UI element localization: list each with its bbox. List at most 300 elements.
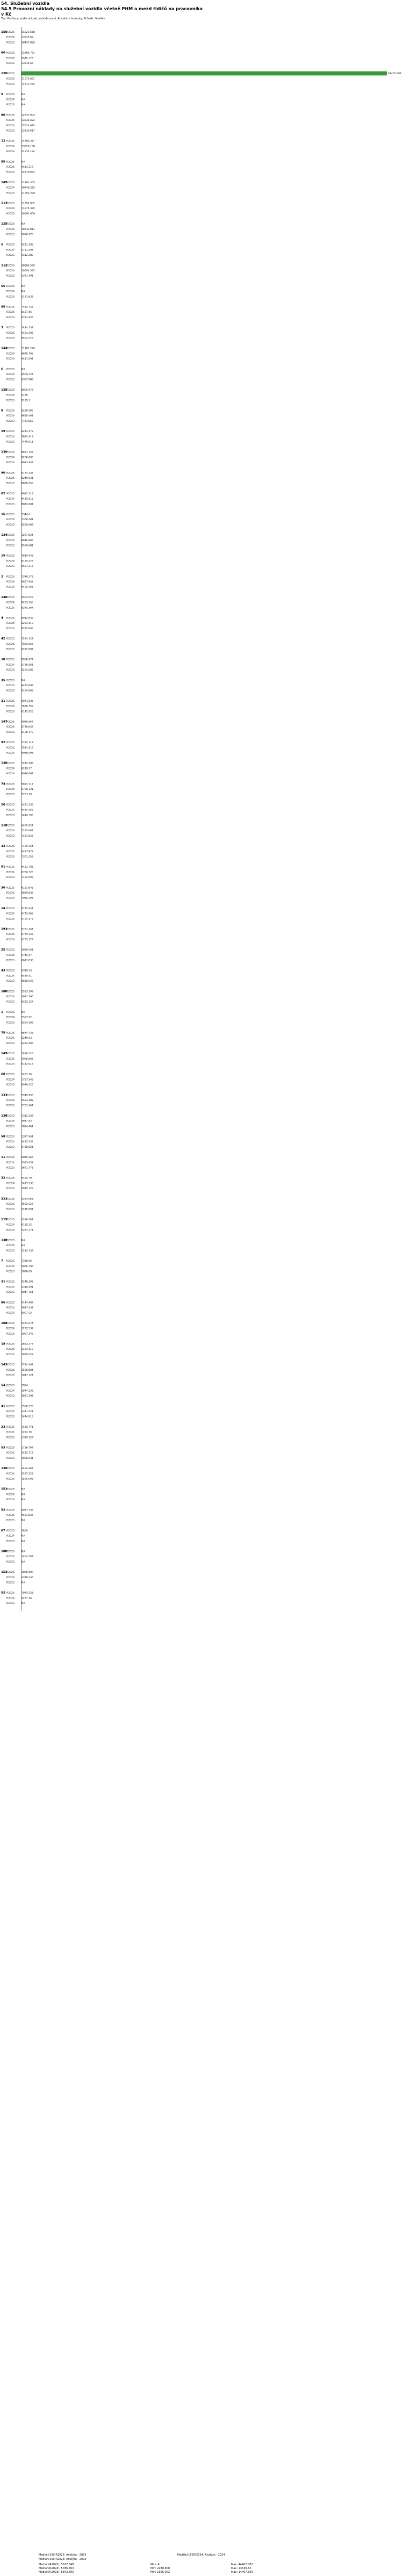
row-series-label: R2024 [6,435,15,438]
row-series-label: R2024 [6,456,15,459]
row-series-label: R2023 [6,124,15,127]
row-series-label: R2025 [6,513,15,516]
row-value-label: NA [21,1550,25,1553]
row-series-label: R2023 [6,1146,15,1149]
row-value-label: 3787.543 [21,1078,33,1082]
row-series-label: R2023 [6,503,15,506]
row-series-label: R2024 [6,1182,15,1185]
row-series-label: R2025 [6,1405,15,1408]
row-series-label: R2023 [6,378,15,382]
row-value-label: 3500.376 [21,1405,33,1408]
row-value-label: 1237.624 [21,534,33,537]
row-value-label: 4248.202 [21,1280,33,1284]
row-value-label: 9268.698 [21,456,33,459]
row-value-label: 10691.345 [21,270,35,272]
row-series-label: R2025 [6,1177,15,1180]
row-value-label: 8220.096 [21,409,33,413]
row-value-label: 9713.255 [21,316,33,319]
row-value-label: 8786.643 [21,726,33,729]
row-series-label: R2023 [6,1104,15,1107]
row-value-label: 8437.45 [21,311,32,314]
row-series-label: R2024 [6,1348,15,1351]
row-value-label: 3506.804 [21,1369,33,1372]
row-series-label: R2025 [6,679,15,682]
group-id-label: 3 [1,326,3,330]
row-value-label: NA [21,161,25,164]
row-series-label: R2024 [6,705,15,708]
row-series-label: R2023 [6,254,15,257]
row-series-label: R2024 [6,1597,15,1600]
row-value-label: 6857.944 [21,581,33,584]
row-series-label: R2024 [6,622,15,625]
row-value-label: 5947.42 [21,1120,32,1123]
row-series-label: R2023 [6,150,15,154]
row-value-label: 8968.477 [21,658,33,661]
group-id-label: 12 [1,139,5,143]
row-series-label: R2025 [6,223,15,226]
row-value-label: 5487.16 [21,1073,32,1076]
row-series-label: R2025 [6,472,15,475]
group-id-label: 140 [1,595,8,599]
row-value-label: 13535.62 [21,36,33,39]
row-series-label: R2023 [6,171,15,174]
row-series-label: R2025 [6,1592,15,1595]
group-id-label: 5 [1,243,3,247]
group-id-label: 51 [1,865,5,869]
row-series-label: R2024 [6,57,15,60]
row-value-label: 8569.724 [21,373,33,376]
row-value-label: NA [21,93,25,96]
row-series-label: R2025 [6,866,15,869]
row-series-label: R2023 [6,607,15,610]
row-series-label: R2025 [6,430,15,434]
row-series-label: R2025 [6,1032,15,1035]
row-series-label: R2025 [6,555,15,558]
row-series-label: R2024 [6,1099,15,1102]
row-series-label: R2023 [6,959,15,962]
row-series-label: R2023 [6,897,15,900]
row-series-label: R2024 [6,1078,15,1082]
row-value-label: 6015.265 [21,1156,33,1160]
row-value-label: 11912.134 [21,150,35,154]
row-value-label: 8560.681 [21,544,33,548]
row-value-label: 5745.47 [21,954,32,957]
row-value-label: 9387.908 [21,378,33,382]
row-value-label: 7942.025 [21,1592,33,1595]
row-value-label: 8016.692 [21,773,33,776]
row-value-label: 2844.236 [21,1390,33,1393]
row-value-label: 3724.462 [21,1364,33,1367]
row-series-label: R2024 [6,581,15,584]
row-value-label: 5212.339 [21,1249,33,1253]
row-value-label: 2533.299 [21,990,33,994]
row-series-label: R2025 [6,762,15,765]
row-value-label: 9751.294 [21,249,33,252]
group-id-label: 115 [1,1218,8,1221]
row-series-label: R2024 [6,1431,15,1434]
row-value-label: 8089.567 [21,721,33,724]
row-series-label: R2023 [6,773,15,776]
row-series-label: R2024 [6,1327,15,1330]
row-series-label: R2025 [6,783,15,786]
row-value-label: 6772.965 [21,912,33,916]
row-value-label: 2929.541 [21,949,33,952]
row-series-label: R2024 [6,560,15,563]
row-series-label: R2025 [6,596,15,599]
row-series-label: R2024 [6,290,15,293]
stat-min-2024: Min: 2288.808 [150,2567,170,2570]
row-value-label: 8125.475 [21,560,33,563]
group-id-label: 150 [1,31,8,34]
row-value-label: 11861.405 [21,181,35,184]
group-id-label: 30 [1,886,5,890]
row-series-label: R2024 [6,830,15,833]
group-id-label: 33 [1,845,5,848]
row-series-label: R2024 [6,1307,15,1309]
row-series-label: R2023 [6,1001,15,1004]
row-value-label: 6912.649 [21,617,33,620]
row-value-label: 8222.087 [21,648,33,651]
row-series-label: R2023 [6,710,15,714]
row-value-label: 7124.093 [21,876,33,880]
row-value-label: 12719.663 [21,171,35,174]
group-id-label: 42 [1,637,5,641]
row-value-label: 4378.236 [21,1576,33,1579]
group-id-label: 85 [1,305,5,309]
row-series-label: R2023 [6,1084,15,1087]
row-value-label: 9341.491 [21,275,33,278]
row-value-label: 8774.335 [21,472,33,475]
row-value-label: 5473.533 [21,1182,33,1185]
row-value-label: 5217.271 [21,1229,33,1232]
row-value-label: 6656.922 [21,980,33,983]
row-value-label: 8235.605 [21,627,33,630]
row-value-label: NA [21,290,25,293]
row-series-label: R2023 [6,1478,15,1481]
row-value-label: 8537.217 [21,565,33,569]
row-value-label: 2464.702 [21,1556,33,1559]
group-id-label: 6 [1,368,3,371]
group-id-label: 9 [1,92,3,96]
row-value-label: NA [21,1560,25,1564]
row-value-label: 8942.214 [21,492,33,495]
row-value-label: 8933.944 [21,462,33,465]
row-series-label: R2025 [6,1322,15,1325]
row-series-label: R2024 [6,1265,15,1268]
row-series-label: R2024 [6,685,15,687]
row-value-label: 7444.183 [21,762,33,765]
row-value-label: 9414.216 [21,166,33,169]
row-value-label: 8640.905 [21,539,33,542]
row-series-label: R2023 [6,1167,15,1170]
row-series-label: R2023 [6,814,15,817]
row-series-label: R2023 [6,1188,15,1191]
row-series-label: R2024 [6,352,15,356]
row-series-label: R2025 [6,1343,15,1346]
row-series-label: R2025 [6,721,15,724]
row-series-label: R2024 [6,933,15,937]
row-value-label: 5691.773 [21,1167,33,1170]
stat-max-2024: Max: 13535.62 [231,2567,251,2570]
bar [21,71,387,76]
row-value-label: 8142.926 [21,710,33,714]
row-value-label: 7369.281 [21,519,33,522]
row-value-label: NA [21,285,25,288]
row-value-label: 7199.354 [21,845,33,848]
row-series-label: R2024 [6,332,15,335]
row-value-label: 10748.325 [21,186,35,190]
group-id-label: 135 [1,388,8,392]
row-value-label: 10457.859 [21,41,35,45]
row-series-label: R2023 [6,627,15,630]
row-value-label: 5780.121 [21,788,33,791]
row-series-label: R2024 [6,228,15,231]
row-series-label: R2023 [6,358,15,361]
row-value-label: 2318.591 [21,1286,33,1289]
row-value-label: 5549.956 [21,1094,33,1097]
row-series-label: R2023 [6,1333,15,1336]
group-id-label: 120 [1,72,8,76]
row-value-label: 6282.127 [21,1001,33,1004]
row-value-label: 6222.496 [21,1042,33,1045]
row-series-label: R2025 [6,1509,15,1512]
row-value-label: 7753.852 [21,420,33,423]
row-series-label: R2025 [6,990,15,994]
row-series-label: R2025 [6,845,15,848]
stat-median-2025: Medián(R2025): 5627.848 [39,2563,74,2566]
row-series-label: R2024 [6,788,15,791]
row-series-label: R2025 [6,534,15,537]
group-id-label: 68 [1,1073,5,1076]
row-series-label: R2025 [6,1198,15,1201]
row-series-label: R2023 [6,689,15,693]
row-series-label: R2025 [6,1239,15,1242]
row-series-label: R2023 [6,83,15,86]
row-value-label: NA [21,1239,25,1242]
group-id-label: 130 [1,450,8,454]
row-series-label: R2023 [6,1125,15,1128]
row-value-label: 7763.79 [21,793,32,796]
row-series-label: R2024 [6,1224,15,1227]
row-value-label: 6769.147 [21,933,33,937]
row-series-label: R2025 [6,1135,15,1139]
row-value-label: 6248.781 [21,1218,33,1221]
row-series-label: R2025 [6,181,15,184]
stat-min-2025: Max: 4 [150,2563,160,2566]
group-id-label: 25 [1,948,5,952]
row-value-label: NA [21,1244,25,1248]
group-id-label: 32 [1,1176,5,1180]
row-value-label: 5066.796 [21,1265,33,1268]
row-value-label: 6037.736 [21,1509,33,1512]
row-series-label: R2023 [6,523,15,527]
row-series-label: R2025 [6,969,15,973]
row-series-label: R2023 [6,1021,15,1025]
row-value-label: 6824.717 [21,783,33,786]
group-id-label: 145 [1,181,8,184]
row-series-label: R2024 [6,767,15,771]
row-series-label: R2025 [6,1094,15,1097]
chart-title-line2: 54.5 Provozní náklady na služební vozidla včetně PHM a mezd řidičů na pracovníka [1,6,203,11]
row-value-label: 5090.09 [21,1270,32,1273]
row-series-label: R2025 [6,949,15,952]
row-value-label: 8249.941 [21,477,33,480]
row-series-label: R2025 [6,658,15,661]
group-id-label: 21 [1,699,5,703]
stat-min-2023: Min: 1595.002 [150,2571,170,2574]
row-value-label: 7125.603 [21,830,33,833]
row-value-label: 6422.785 [21,866,33,869]
row-value-label: 5343.063 [21,1198,33,1201]
group-id-label: 113 [1,202,8,205]
row-value-label: NA [21,1488,25,1491]
row-value-label: 5007.13 [21,1312,32,1315]
group-id-label: 75 [1,1031,5,1035]
group-id-label: 125 [1,222,8,226]
group-id-label: 11 [1,1156,5,1160]
group-id-label: 41 [1,1405,5,1408]
row-series-label: R2025 [6,73,15,76]
row-value-label: 5738.581 [21,664,33,667]
row-value-label: 7432.727 [21,306,33,309]
row-series-label: R2024 [6,145,15,148]
group-id-label: 131 [1,1093,8,1097]
row-value-label: 5751.264 [21,1104,33,1107]
row-value-label: 5856.125 [21,1053,33,1056]
group-id-label: 62 [1,492,5,495]
row-value-label: 9545.378 [21,57,33,60]
row-series-label: R2025 [6,1364,15,1367]
row-series-label: R2023 [6,586,15,589]
group-id-label: 54 [1,1384,5,1387]
row-series-label: R2025 [6,140,15,143]
row-value-label: 7336.96 [21,1260,32,1263]
row-series-label: R2025 [6,1218,15,1221]
row-value-label: 7541.415 [21,746,33,750]
row-series-label: R2024 [6,1576,15,1579]
row-value-label: 10532.811 [21,228,35,231]
row-series-label: R2025 [6,93,15,96]
row-value-label: 8234.413 [21,622,33,625]
row-series-label: R2023 [6,316,15,319]
group-id-label: 2 [1,575,3,579]
row-series-label: R2024 [6,954,15,957]
row-series-label: R2023 [6,1415,15,1419]
row-value-label: 6185.32 [21,1224,32,1227]
row-value-label: 10286.539 [21,264,35,268]
row-series-label: R2025 [6,638,15,641]
row-series-label: R2023 [6,1353,15,1356]
row-value-label: 12637.904 [21,114,35,117]
row-series-label: R2023 [6,1519,15,1522]
row-value-label: 8088.098 [21,752,33,755]
row-series-label: R2023 [6,1499,15,1502]
row-series-label: R2025 [6,1467,15,1471]
group-id-label: 14 [1,906,5,910]
row-series-label: R2025 [6,575,15,579]
row-series-label: R2024 [6,726,15,729]
row-series-label: R2025 [6,803,15,807]
row-series-label: R2024 [6,850,15,853]
row-value-label: 9411.091 [21,358,33,361]
row-value-label: NA [21,1519,25,1522]
row-series-label: R2023 [6,462,15,465]
row-series-label: R2024 [6,186,15,190]
row-series-label: R2024 [6,519,15,522]
group-id-label: 31 [1,1280,5,1284]
row-value-label: 3412.713 [21,1452,33,1455]
row-series-label: R2024 [6,1037,15,1040]
row-series-label: R2023 [6,296,15,299]
row-series-label: R2025 [6,202,15,205]
row-series-label: R2023 [6,1395,15,1398]
row-value-label: 6076.125 [21,1084,33,1087]
row-series-label: R2025 [6,1011,15,1014]
row-value-label: 8560.099 [21,523,33,527]
row-value-label: 5824.461 [21,1125,33,1128]
row-value-label: 3543.652 [21,1161,33,1164]
row-value-label: 5507.22 [21,1016,32,1019]
row-value-label: 9211.205 [21,243,33,247]
row-series-label: R2023 [6,41,15,45]
row-value-label: 3426.771 [21,1426,33,1429]
row-value-label: 5911.396 [21,996,33,998]
row-value-label: 1924 [21,1384,28,1387]
row-value-label: 7984.065 [21,643,33,646]
row-value-label: 9171.632 [21,296,33,299]
row-value-label: 2621.294 [21,1395,33,1398]
group-id-label: 10 [1,658,5,661]
row-value-label: 13338.422 [21,119,35,123]
row-series-label: R2024 [6,746,15,750]
group-id-label: 55 [1,160,5,164]
row-value-label: 9563.845 [21,1514,33,1517]
row-series-label: R2024 [6,36,15,39]
row-series-label: R2024 [6,1141,15,1144]
group-id-label: 52 [1,1591,5,1595]
row-value-label: 4310.13 [21,969,32,973]
row-series-label: R2023 [6,1291,15,1294]
row-value-label: 2329.129 [21,1436,33,1440]
row-value-label: 4413.534 [21,1141,33,1144]
row-series-label: R2023 [6,834,15,838]
row-value-label: 7444.393 [21,814,33,817]
row-series-label: R2023 [6,565,15,569]
group-id-label: 141 [1,1363,8,1367]
row-value-label: 8836.455 [21,482,33,485]
row-value-label: 10591.908 [21,212,35,215]
row-series-label: R2025 [6,1426,15,1429]
row-series-label: R2023 [6,212,15,215]
group-id-label: 18 [1,1342,5,1346]
row-value-label: 1595.002 [21,1478,33,1481]
row-value-label: 13235.617 [21,129,35,133]
group-id-label: 7 [1,1260,3,1263]
row-value-label: 6721.344 [21,928,33,931]
row-value-label: 6691.835 [21,959,33,962]
row-value-label: 8905.572 [21,388,33,392]
row-value-label: NA [21,1540,25,1543]
row-value-label: NA [21,1011,25,1014]
group-id-label: 23 [1,1425,5,1429]
row-value-label: 11992.298 [21,192,35,195]
group-id-label: 151 [1,1487,8,1491]
row-series-label: R2025 [6,1280,15,1284]
row-value-label: 6249.04 [21,1037,32,1040]
row-series-label: R2023 [6,337,15,340]
row-series-label: R2025 [6,264,15,268]
row-value-label: 2967.342 [21,1333,33,1336]
